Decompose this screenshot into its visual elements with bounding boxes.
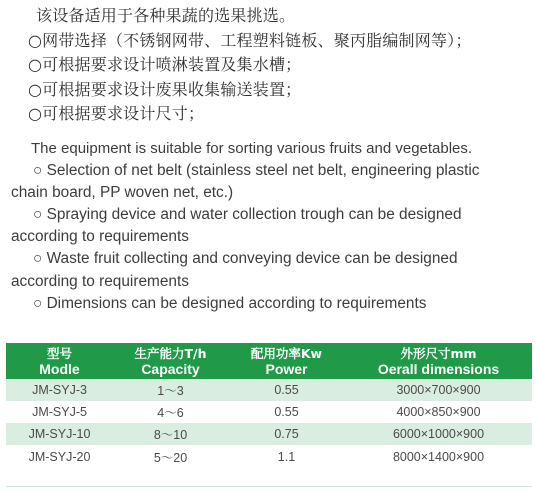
header-model-en: Modle xyxy=(39,360,80,377)
cell-model: JM-SYJ-10 xyxy=(6,423,113,445)
header-dimensions-cn: 外形尺寸mm xyxy=(400,345,477,361)
english-feature-net-belt-line2: chain board, PP woven net, etc.) xyxy=(11,184,234,202)
cell-power: 0.55 xyxy=(228,379,345,401)
specification-table xyxy=(6,343,532,469)
header-power-en: Power xyxy=(265,360,308,377)
header-capacity xyxy=(113,343,228,379)
chinese-feature-waste-collection: ○可根据要求设计废果收集输送装置； xyxy=(28,79,302,99)
cell-power: 1.1 xyxy=(228,445,345,469)
cell-power: 0.55 xyxy=(228,401,345,423)
chinese-feature-spraying: ○可根据要求设计喷淋装置及集水槽； xyxy=(28,55,302,75)
header-dimensions-en: Oerall dimensions xyxy=(377,360,500,377)
table-row xyxy=(6,401,532,423)
header-capacity-cn: 生产能力T/h xyxy=(134,345,207,361)
chinese-description xyxy=(28,4,533,127)
cell-model: JM-SYJ-3 xyxy=(6,379,113,401)
english-feature-spraying-line1: ○ Spraying device and water collection trough can be designed xyxy=(33,206,462,224)
header-dimensions xyxy=(345,343,532,379)
table-row xyxy=(6,423,532,445)
english-feature-dimensions: ○ Dimensions can be designed according to requirements xyxy=(33,294,427,312)
english-intro: The equipment is suitable for sorting various fruits and vegetables. xyxy=(31,140,473,157)
english-feature-waste-line1: ○ Waste fruit collecting and conveying device can be designed xyxy=(33,250,458,268)
table-row xyxy=(6,445,532,469)
table-header-row xyxy=(6,343,532,379)
chinese-intro: 该设备适用于各种果蔬的选果挑选。 xyxy=(36,6,296,25)
cell-dimensions: 3000×700×900 xyxy=(345,379,532,401)
header-power xyxy=(228,343,345,379)
cell-dimensions: 8000×1400×900 xyxy=(345,445,532,469)
english-feature-net-belt-line1: ○ Selection of net belt (stainless steel net belt, engineering plastic xyxy=(33,162,480,180)
cell-model: JM-SYJ-20 xyxy=(6,445,113,469)
chinese-feature-dimensions: ○可根据要求设计尺寸； xyxy=(28,104,205,124)
header-model-cn: 型号 xyxy=(46,345,72,361)
english-feature-waste-line2: according to requirements xyxy=(11,272,189,290)
table-row xyxy=(6,379,532,401)
table-bottom-divider xyxy=(6,486,532,487)
english-feature-spraying-line2: according to requirements xyxy=(11,228,189,246)
header-capacity-en: Capacity xyxy=(141,360,200,377)
cell-power: 0.75 xyxy=(228,423,345,445)
cell-model: JM-SYJ-5 xyxy=(6,401,113,423)
chinese-feature-net-belt: ○网带选择（不锈钢网带、工程塑料链板、聚丙脂编制网等）； xyxy=(28,30,472,50)
cell-capacity: 4～6 xyxy=(113,401,228,423)
cell-capacity: 8～10 xyxy=(113,423,228,445)
cell-dimensions: 6000×1000×900 xyxy=(345,423,532,445)
cell-capacity: 5～20 xyxy=(113,445,228,469)
english-description xyxy=(9,138,533,315)
cell-dimensions: 4000×850×900 xyxy=(345,401,532,423)
header-model xyxy=(6,343,113,379)
header-power-cn: 配用功率Kw xyxy=(250,345,323,361)
cell-capacity: 1～3 xyxy=(113,379,228,401)
